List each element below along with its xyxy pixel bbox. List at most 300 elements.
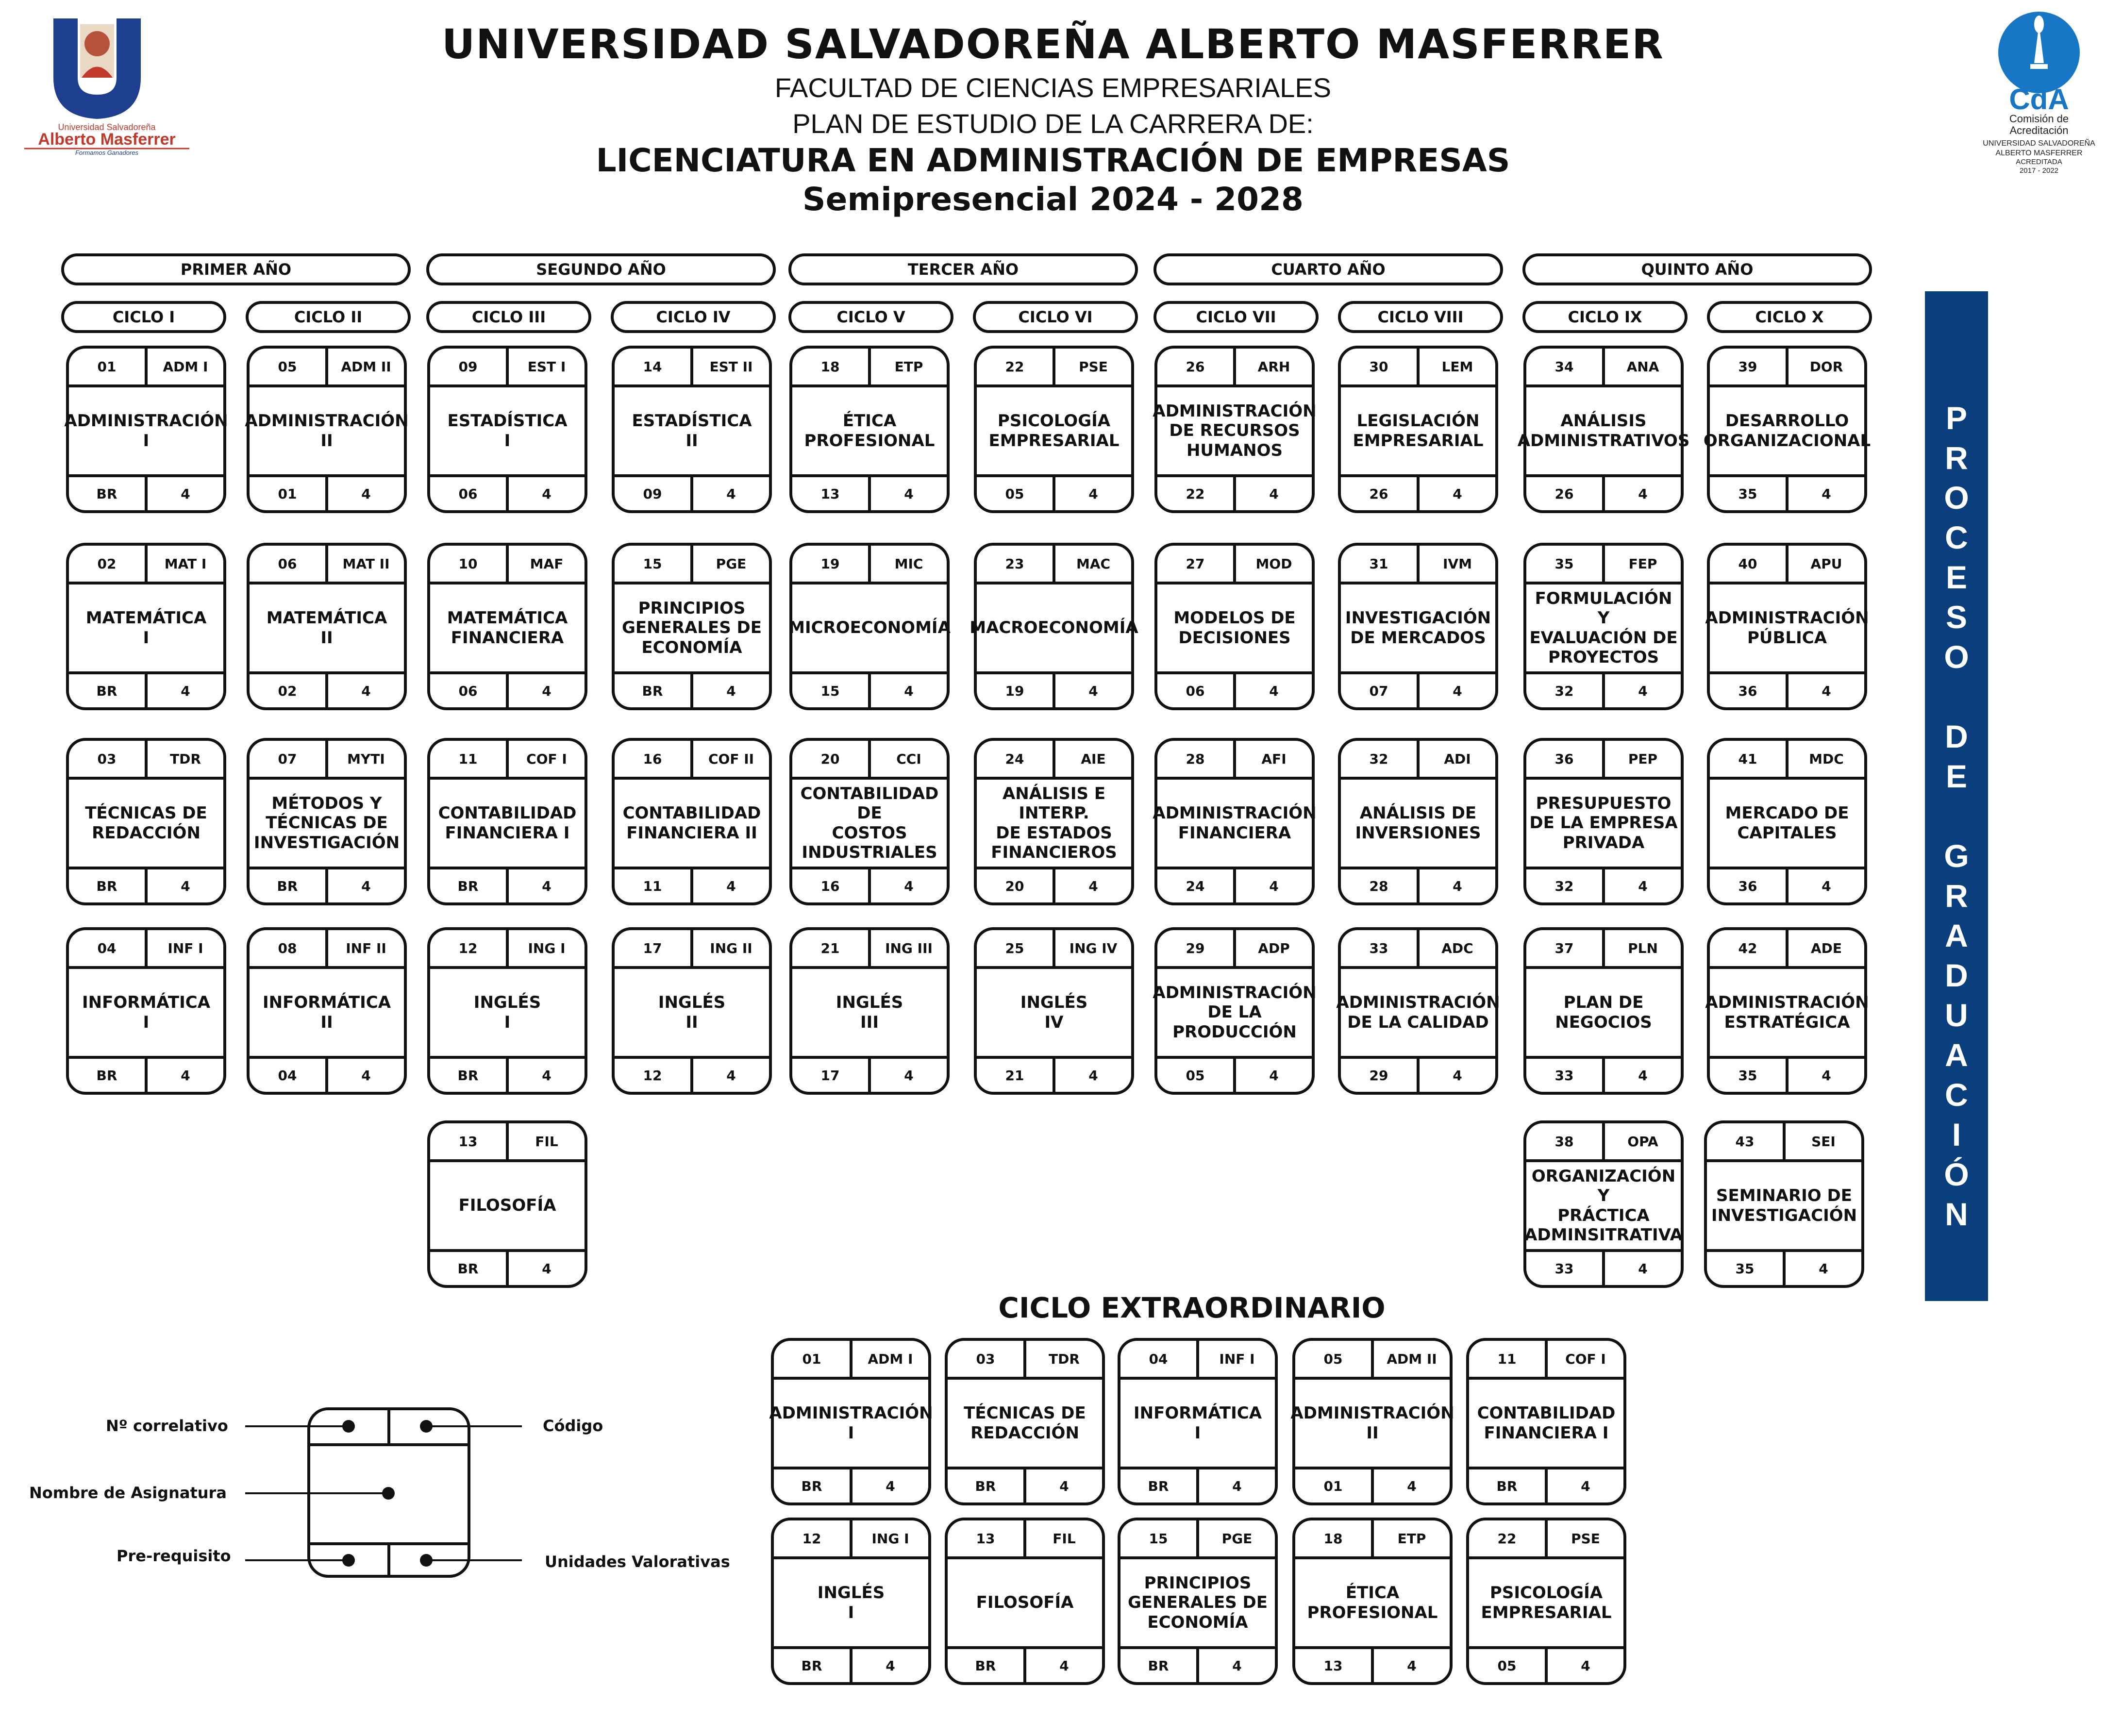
- course-footer: [1295, 1646, 1450, 1682]
- course-header: [430, 1123, 585, 1162]
- course-footer: [69, 671, 223, 707]
- course-name: PSICOLOGÍA EMPRESARIAL: [988, 411, 1120, 451]
- course-prerequisite: 06: [1157, 674, 1236, 707]
- course-footer: [1526, 1056, 1681, 1092]
- course-footer: [1526, 867, 1681, 902]
- course-name: CONTABILIDAD FINANCIERA II: [622, 803, 761, 843]
- course-code: MAF: [530, 555, 564, 572]
- course-units: 4: [1269, 1067, 1279, 1084]
- course-prerequisite: 05: [1469, 1649, 1548, 1682]
- course-number: 39: [1710, 349, 1788, 384]
- course-box: [427, 927, 587, 1095]
- course-name: ADMINISTRACIÓN PÚBLICA: [1705, 608, 1869, 648]
- course-name: PLAN DE NEGOCIOS: [1555, 993, 1652, 1032]
- course-header: [615, 349, 769, 387]
- course-footer: [250, 867, 404, 902]
- course-box: [1707, 543, 1867, 710]
- course-units: 4: [1822, 485, 1831, 502]
- course-number: 01: [69, 349, 148, 384]
- course-prerequisite: 16: [792, 869, 871, 902]
- course-code: ING II: [710, 940, 752, 956]
- course-number: 26: [1157, 349, 1236, 384]
- course-footer: [1526, 1249, 1681, 1285]
- course-header: [1469, 1520, 1623, 1559]
- course-units: 4: [726, 485, 736, 502]
- course-code: ADI: [1444, 751, 1471, 767]
- course-number: 16: [615, 741, 693, 777]
- course-box: [1154, 543, 1315, 710]
- course-prerequisite: 09: [615, 477, 693, 510]
- course-prerequisite: BR: [948, 1649, 1026, 1682]
- course-code: PGE: [1221, 1530, 1253, 1547]
- course-name: ADMINISTRACIÓN ESTRATÉGICA: [1705, 993, 1869, 1032]
- course-header: [1526, 349, 1681, 387]
- course-prerequisite: 26: [1341, 477, 1420, 510]
- course-code: INF II: [346, 940, 386, 956]
- course-header: [792, 349, 947, 387]
- course-name: FILOSOFÍA: [458, 1196, 556, 1216]
- course-box: [1466, 1338, 1626, 1505]
- course-box: [612, 346, 772, 513]
- course-number: 32: [1341, 741, 1420, 777]
- course-units: 4: [1269, 878, 1279, 894]
- course-prerequisite: BR: [1469, 1469, 1548, 1502]
- course-units: 4: [542, 1260, 552, 1277]
- course-code: AFI: [1261, 751, 1287, 767]
- course-header: [1710, 546, 1864, 584]
- course-prerequisite: 06: [430, 674, 509, 707]
- year-label-3: TERCER AÑO: [788, 253, 1138, 285]
- legend-uv-label: Unidades Valorativas: [545, 1552, 730, 1571]
- course-code: MAC: [1076, 555, 1111, 572]
- course-code: ADM I: [868, 1351, 913, 1367]
- course-code: MAT II: [342, 555, 390, 572]
- course-prerequisite: 33: [1526, 1252, 1605, 1285]
- course-header: [774, 1520, 928, 1559]
- graduation-process-banner: [1925, 291, 1988, 1301]
- cda-line2: Acreditación: [2009, 124, 2069, 136]
- course-code: PEP: [1628, 751, 1658, 767]
- course-box: [969, 543, 1138, 710]
- course-name: PRINCIPIOS GENERALES DE ECONOMÍA: [1128, 1573, 1268, 1632]
- course-footer: [977, 474, 1131, 510]
- course-name: ADMINISTRACIÓN DE RECURSOS HUMANOS: [1153, 401, 1317, 460]
- course-box: [945, 1338, 1105, 1505]
- course-units: 4: [1269, 683, 1279, 699]
- course-prerequisite: BR: [69, 869, 148, 902]
- course-header: [1710, 930, 1864, 969]
- course-name: ADMINISTRACIÓN I: [64, 411, 228, 451]
- course-name: INVESTIGACIÓN DE MERCADOS: [1345, 608, 1491, 648]
- course-name: INGLÉS II: [658, 993, 726, 1032]
- course-number: 11: [430, 741, 509, 777]
- course-box: [789, 738, 950, 905]
- course-header: [1341, 546, 1495, 584]
- cycle-label-3: CICLO III: [426, 301, 591, 333]
- course-units: 4: [1581, 1657, 1590, 1674]
- cda-line6: 2017 - 2022: [2019, 167, 2059, 175]
- course-name: CONTABILIDAD FINANCIERA I: [438, 803, 577, 843]
- course-footer: [1469, 1467, 1623, 1502]
- course-header: [1341, 349, 1495, 387]
- course-number: 12: [430, 930, 509, 966]
- course-header: [1710, 741, 1864, 780]
- course-box: [1523, 1120, 1684, 1288]
- course-number: 19: [792, 546, 871, 582]
- course-units: 4: [1453, 878, 1462, 894]
- course-number: 43: [1707, 1123, 1786, 1159]
- course-units: 4: [542, 485, 552, 502]
- course-footer: [250, 474, 404, 510]
- course-header: [1526, 741, 1681, 780]
- course-number: 31: [1341, 546, 1420, 582]
- course-footer: [1157, 671, 1312, 707]
- course-header: [1120, 1520, 1275, 1559]
- course-units: 4: [726, 1067, 736, 1084]
- course-number: 02: [69, 546, 148, 582]
- course-name: INFORMÁTICA I: [1133, 1403, 1262, 1443]
- course-box: [1338, 927, 1498, 1095]
- course-footer: [1526, 474, 1681, 510]
- course-header: [1157, 349, 1312, 387]
- course-name: TÉCNICAS DE REDACCIÓN: [85, 803, 207, 843]
- course-prerequisite: 33: [1526, 1059, 1605, 1092]
- course-prerequisite: 36: [1710, 674, 1788, 707]
- course-number: 05: [1295, 1341, 1374, 1377]
- course-prerequisite: BR: [69, 1059, 148, 1092]
- course-prerequisite: BR: [615, 674, 693, 707]
- modality-title: Semipresencial 2024 - 2028: [802, 181, 1304, 218]
- course-footer: [792, 1056, 947, 1092]
- course-footer: [792, 671, 947, 707]
- course-units: 4: [1453, 1067, 1462, 1084]
- course-units: 4: [1822, 878, 1831, 894]
- course-box: [247, 927, 407, 1095]
- course-units: 4: [1407, 1657, 1417, 1674]
- course-header: [1526, 546, 1681, 584]
- course-footer: [430, 1249, 585, 1285]
- course-prerequisite: 20: [977, 869, 1055, 902]
- cycle-label-6: CICLO VI: [973, 301, 1138, 333]
- course-prerequisite: 28: [1341, 869, 1420, 902]
- course-name: PRINCIPIOS GENERALES DE ECONOMÍA: [622, 599, 762, 657]
- course-box: [612, 927, 772, 1095]
- course-prerequisite: 01: [1295, 1469, 1374, 1502]
- course-header: [615, 546, 769, 584]
- course-footer: [1120, 1467, 1275, 1502]
- course-units: 4: [1638, 1260, 1648, 1277]
- course-footer: [1707, 1249, 1861, 1285]
- course-name: PRESUPUESTO DE LA EMPRESA PRIVADA: [1529, 794, 1678, 852]
- course-box: [1704, 1120, 1864, 1288]
- course-units: 4: [361, 485, 371, 502]
- course-box: [1703, 346, 1871, 513]
- graduation-process-text: P R O C E S O D E G R A D U A C I Ó N: [1944, 400, 1969, 1232]
- cycle-label-10: CICLO X: [1707, 301, 1872, 333]
- course-footer: [430, 867, 585, 902]
- course-code: LEM: [1441, 358, 1473, 375]
- course-prerequisite: 22: [1157, 477, 1236, 510]
- course-code: MDC: [1809, 751, 1844, 767]
- course-code: ADM I: [163, 358, 208, 375]
- course-name: ADMINISTRACIÓN II: [1290, 1403, 1454, 1443]
- course-name: PSICOLOGÍA EMPRESARIAL: [1481, 1583, 1612, 1622]
- course-header: [1707, 1123, 1861, 1162]
- course-prerequisite: 35: [1707, 1252, 1786, 1285]
- plan-label: PLAN DE ESTUDIO DE LA CARRERA DE:: [792, 108, 1314, 139]
- course-footer: [1710, 671, 1864, 707]
- course-units: 4: [1088, 878, 1098, 894]
- course-box: [1338, 738, 1498, 905]
- course-box: [247, 738, 407, 905]
- course-number: 41: [1710, 741, 1788, 777]
- course-header: [977, 546, 1131, 584]
- university-title: UNIVERSIDAD SALVADOREÑA ALBERTO MASFERRER: [442, 20, 1664, 68]
- course-number: 22: [1469, 1520, 1548, 1556]
- course-box: [771, 1338, 931, 1505]
- course-footer: [250, 1056, 404, 1092]
- course-header: [250, 741, 404, 780]
- course-code: MYTI: [347, 751, 385, 767]
- course-code: IVM: [1443, 555, 1472, 572]
- course-code: OPA: [1627, 1133, 1658, 1150]
- course-name: MATEMÁTICA II: [266, 608, 387, 648]
- course-prerequisite: 35: [1710, 1059, 1788, 1092]
- course-units: 4: [726, 878, 736, 894]
- cda-line5: ACREDITADA: [2016, 158, 2062, 166]
- course-header: [250, 546, 404, 584]
- course-number: 03: [69, 741, 148, 777]
- course-prerequisite: 11: [615, 869, 693, 902]
- course-units: 4: [1819, 1260, 1828, 1277]
- course-prerequisite: 05: [977, 477, 1055, 510]
- course-box: [66, 543, 226, 710]
- course-footer: [977, 867, 1131, 902]
- course-box: [945, 1518, 1105, 1685]
- course-footer: [977, 671, 1131, 707]
- course-code: EST II: [709, 358, 753, 375]
- course-prerequisite: 19: [977, 674, 1055, 707]
- course-footer: [774, 1646, 928, 1682]
- legend-diagram: [243, 1398, 534, 1592]
- course-code: PGE: [716, 555, 747, 572]
- course-footer: [430, 671, 585, 707]
- course-units: 4: [1088, 683, 1098, 699]
- course-prerequisite: 36: [1710, 869, 1788, 902]
- course-units: 4: [1638, 878, 1648, 894]
- course-code: FIL: [1053, 1530, 1076, 1547]
- course-footer: [250, 671, 404, 707]
- course-prerequisite: BR: [1120, 1469, 1199, 1502]
- course-box: [66, 927, 226, 1095]
- course-code: ETP: [894, 358, 923, 375]
- course-number: 23: [977, 546, 1055, 582]
- legend-correlative-label: Nº correlativo: [106, 1417, 228, 1435]
- course-number: 29: [1157, 930, 1236, 966]
- course-units: 4: [542, 683, 552, 699]
- course-header: [69, 741, 223, 780]
- course-code: MIC: [894, 555, 923, 572]
- course-units: 4: [904, 683, 914, 699]
- course-header: [792, 741, 947, 780]
- course-number: 14: [615, 349, 693, 384]
- course-units: 4: [1059, 1478, 1069, 1494]
- course-box: [612, 738, 772, 905]
- course-prerequisite: BR: [774, 1469, 852, 1502]
- cda-line4: ALBERTO MASFERRER: [1995, 149, 2083, 157]
- year-label-2: SEGUNDO AÑO: [426, 253, 776, 285]
- course-units: 4: [886, 1657, 895, 1674]
- course-name: MÉTODOS Y TÉCNICAS DE INVESTIGACIÓN: [253, 794, 400, 852]
- usam-logo-line3: Formamos Ganadores: [75, 149, 139, 155]
- course-footer: [1341, 867, 1495, 902]
- course-name: LEGISLACIÓN EMPRESARIAL: [1353, 411, 1484, 451]
- course-header: [1526, 930, 1681, 969]
- course-name: ÉTICA PROFESIONAL: [1307, 1583, 1438, 1622]
- course-prerequisite: BR: [430, 869, 509, 902]
- course-code: ING I: [871, 1530, 909, 1547]
- course-code: APU: [1810, 555, 1842, 572]
- course-name: ESTADÍSTICA I: [447, 411, 568, 451]
- course-box: [66, 738, 226, 905]
- course-footer: [69, 1056, 223, 1092]
- course-prerequisite: BR: [69, 477, 148, 510]
- course-header: [430, 546, 585, 584]
- course-box: [771, 1518, 931, 1685]
- course-number: 42: [1710, 930, 1788, 966]
- course-prerequisite: 01: [250, 477, 328, 510]
- course-units: 4: [1453, 683, 1462, 699]
- course-box: [1154, 346, 1315, 513]
- course-name: ADMINISTRACIÓN FINANCIERA: [1153, 803, 1317, 843]
- course-units: 4: [904, 878, 914, 894]
- course-code: AIE: [1081, 751, 1106, 767]
- career-title: LICENCIATURA EN ADMINISTRACIÓN DE EMPRESAS: [596, 142, 1510, 179]
- course-prerequisite: 35: [1710, 477, 1788, 510]
- course-footer: [1341, 1056, 1495, 1092]
- course-prerequisite: 13: [1295, 1649, 1374, 1682]
- course-code: PSE: [1079, 358, 1108, 375]
- course-name: ORGANIZACIÓN Y PRÁCTICA ADMINSITRATIVA: [1524, 1167, 1683, 1245]
- course-box: [1154, 927, 1315, 1095]
- course-name: MODELOS DE DECISIONES: [1173, 608, 1296, 648]
- course-number: 20: [792, 741, 871, 777]
- course-header: [1710, 349, 1864, 387]
- course-header: [1341, 741, 1495, 780]
- course-name: FORMULACIÓN Y EVALUACIÓN DE PROYECTOS: [1529, 589, 1678, 667]
- course-code: EST I: [527, 358, 566, 375]
- course-units: 4: [904, 485, 914, 502]
- course-code: ADM II: [1387, 1351, 1437, 1367]
- course-number: 08: [250, 930, 328, 966]
- course-header: [948, 1520, 1102, 1559]
- course-code: ING IV: [1069, 940, 1118, 956]
- course-box: [1707, 738, 1867, 905]
- cycle-label-4: CICLO IV: [611, 301, 776, 333]
- course-units: 4: [1581, 1478, 1590, 1494]
- legend-subject-label: Nombre de Asignatura: [29, 1484, 227, 1502]
- course-code: ADM II: [341, 358, 391, 375]
- course-number: 13: [948, 1520, 1026, 1556]
- course-number: 38: [1526, 1123, 1605, 1159]
- cycle-label-7: CICLO VII: [1153, 301, 1319, 333]
- course-prerequisite: 24: [1157, 869, 1236, 902]
- course-box: [1292, 1518, 1453, 1685]
- course-code: ING I: [528, 940, 566, 956]
- course-footer: [1526, 671, 1681, 707]
- cycle-label-5: CICLO V: [788, 301, 953, 333]
- course-number: 17: [615, 930, 693, 966]
- course-footer: [1120, 1646, 1275, 1682]
- course-box: [1523, 927, 1684, 1095]
- course-footer: [1469, 1646, 1623, 1682]
- course-number: 10: [430, 546, 509, 582]
- course-prerequisite: 02: [250, 674, 328, 707]
- course-prerequisite: BR: [774, 1649, 852, 1682]
- course-name: INGLÉS IV: [1020, 993, 1088, 1032]
- course-prerequisite: 07: [1341, 674, 1420, 707]
- course-number: 11: [1469, 1341, 1548, 1377]
- course-code: ARH: [1257, 358, 1290, 375]
- year-label-4: CUARTO AÑO: [1153, 253, 1503, 285]
- course-units: 4: [904, 1067, 914, 1084]
- course-header: [615, 741, 769, 780]
- course-footer: [430, 1056, 585, 1092]
- course-number: 30: [1341, 349, 1420, 384]
- course-units: 4: [1822, 1067, 1831, 1084]
- course-code: ADC: [1441, 940, 1473, 956]
- course-code: ETP: [1397, 1530, 1426, 1547]
- cda-line3: UNIVERSIDAD SALVADOREÑA: [1983, 139, 2095, 148]
- course-box: [789, 346, 950, 513]
- course-footer: [977, 1056, 1131, 1092]
- course-number: 35: [1526, 546, 1605, 582]
- course-prerequisite: 15: [792, 674, 871, 707]
- course-prerequisite: 26: [1526, 477, 1605, 510]
- course-number: 03: [948, 1341, 1026, 1377]
- course-box: [1154, 738, 1315, 905]
- course-name: CONTABILIDAD DE COSTOS INDUSTRIALES: [800, 784, 939, 862]
- course-prerequisite: BR: [1120, 1649, 1199, 1682]
- course-prerequisite: 32: [1526, 674, 1605, 707]
- course-box: [1338, 543, 1498, 710]
- course-units: 4: [361, 1067, 371, 1084]
- course-prerequisite: 21: [977, 1059, 1055, 1092]
- course-footer: [792, 867, 947, 902]
- course-code: COF II: [708, 751, 754, 767]
- course-code: ADP: [1258, 940, 1290, 956]
- course-number: 27: [1157, 546, 1236, 582]
- course-units: 4: [1088, 1067, 1098, 1084]
- course-box: [789, 927, 950, 1095]
- course-units: 4: [361, 683, 371, 699]
- course-header: [250, 930, 404, 969]
- course-footer: [1157, 867, 1312, 902]
- course-header: [977, 741, 1131, 780]
- course-number: 21: [792, 930, 871, 966]
- course-header: [1157, 741, 1312, 780]
- course-prerequisite: BR: [430, 1059, 509, 1092]
- course-footer: [1710, 867, 1864, 902]
- course-header: [615, 930, 769, 969]
- course-footer: [948, 1646, 1102, 1682]
- course-units: 4: [181, 878, 190, 894]
- course-units: 4: [542, 878, 552, 894]
- course-number: 12: [774, 1520, 852, 1556]
- course-units: 4: [1638, 683, 1648, 699]
- course-header: [69, 349, 223, 387]
- course-units: 4: [886, 1478, 895, 1494]
